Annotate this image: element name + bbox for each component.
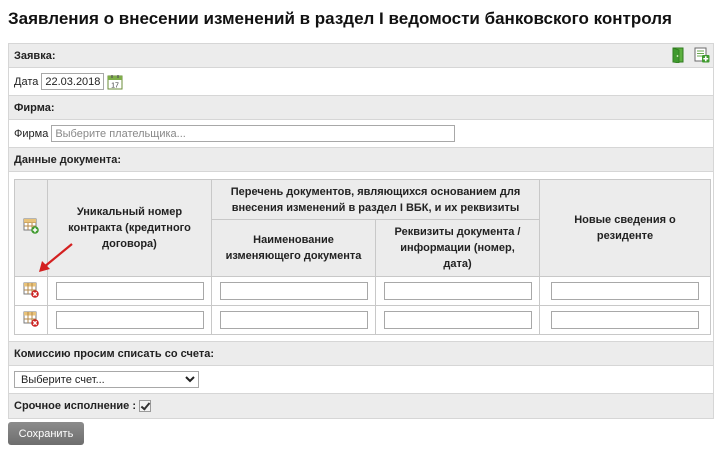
account-select[interactable] bbox=[14, 371, 199, 388]
date-input[interactable] bbox=[41, 73, 104, 90]
firma-label: Фирма bbox=[14, 127, 49, 140]
exit-door-icon[interactable] bbox=[670, 47, 686, 63]
col-doc-name-header: Наименование изменяющего документа bbox=[212, 220, 376, 277]
urgent-label: Срочное исполнение : bbox=[14, 400, 136, 412]
doc-name-input[interactable] bbox=[220, 282, 368, 300]
urgent-checkbox[interactable] bbox=[139, 400, 151, 412]
col-contract-header: Уникальный номер контракта (кредитного договора) bbox=[48, 180, 212, 277]
section-document-title: Данные документа: bbox=[14, 153, 122, 166]
header-actions bbox=[670, 47, 710, 63]
delete-row-icon[interactable] bbox=[23, 282, 39, 298]
application-form bbox=[8, 43, 714, 419]
new-info-input[interactable] bbox=[551, 282, 699, 300]
add-sheet-icon[interactable] bbox=[694, 47, 710, 63]
section-commission-title: Комиссию просим списать со счета: bbox=[14, 347, 214, 360]
date-row bbox=[9, 68, 713, 96]
table-row bbox=[15, 277, 711, 306]
add-row-icon[interactable] bbox=[23, 218, 39, 234]
cell-new-info bbox=[540, 277, 711, 306]
calendar-icon[interactable] bbox=[107, 74, 123, 90]
section-document-header bbox=[9, 148, 713, 172]
cell-contract bbox=[48, 306, 212, 335]
contract-input[interactable] bbox=[56, 311, 204, 329]
commission-row bbox=[9, 366, 713, 394]
cell-contract bbox=[48, 277, 212, 306]
firma-input[interactable] bbox=[51, 125, 455, 142]
save-button[interactable]: Сохранить bbox=[8, 422, 84, 445]
col-doc-requisites-header: Реквизиты документа / информации (номер, дата) bbox=[376, 220, 540, 277]
delete-row-cell bbox=[15, 306, 48, 335]
delete-row-icon[interactable] bbox=[23, 311, 39, 327]
cell-new-info bbox=[540, 306, 711, 335]
new-info-input[interactable] bbox=[551, 311, 699, 329]
document-table-wrap bbox=[9, 172, 713, 342]
cell-doc-name bbox=[212, 277, 376, 306]
cell-doc-name bbox=[212, 306, 376, 335]
urgent-row bbox=[9, 394, 713, 418]
doc-requisites-input[interactable] bbox=[384, 282, 532, 300]
annotation-arrow bbox=[36, 241, 76, 277]
calendar-day: 17 bbox=[111, 82, 120, 89]
col-docs-group-header: Перечень документов, являющихся основанием для внесения изменений в раздел I ВБК, и их реквизиты bbox=[212, 180, 540, 220]
section-zayavka-header bbox=[9, 44, 713, 68]
delete-row-cell bbox=[15, 277, 48, 306]
table-row bbox=[15, 306, 711, 335]
section-firma-header bbox=[9, 96, 713, 120]
page-title: Заявления о внесении изменений в раздел I ведомости банковского контроля bbox=[8, 9, 672, 28]
cell-doc-requisites bbox=[376, 277, 540, 306]
section-commission-header bbox=[9, 342, 713, 366]
date-label: Дата bbox=[14, 75, 39, 88]
contract-input[interactable] bbox=[56, 282, 204, 300]
doc-name-input[interactable] bbox=[220, 311, 368, 329]
section-zayavka-title: Заявка: bbox=[14, 49, 56, 62]
section-firma-title: Фирма: bbox=[14, 101, 55, 114]
col-new-info-header: Новые сведения о резиденте bbox=[540, 180, 711, 277]
doc-requisites-input[interactable] bbox=[384, 311, 532, 329]
document-table bbox=[14, 179, 711, 335]
firma-row bbox=[9, 120, 713, 148]
cell-doc-requisites bbox=[376, 306, 540, 335]
